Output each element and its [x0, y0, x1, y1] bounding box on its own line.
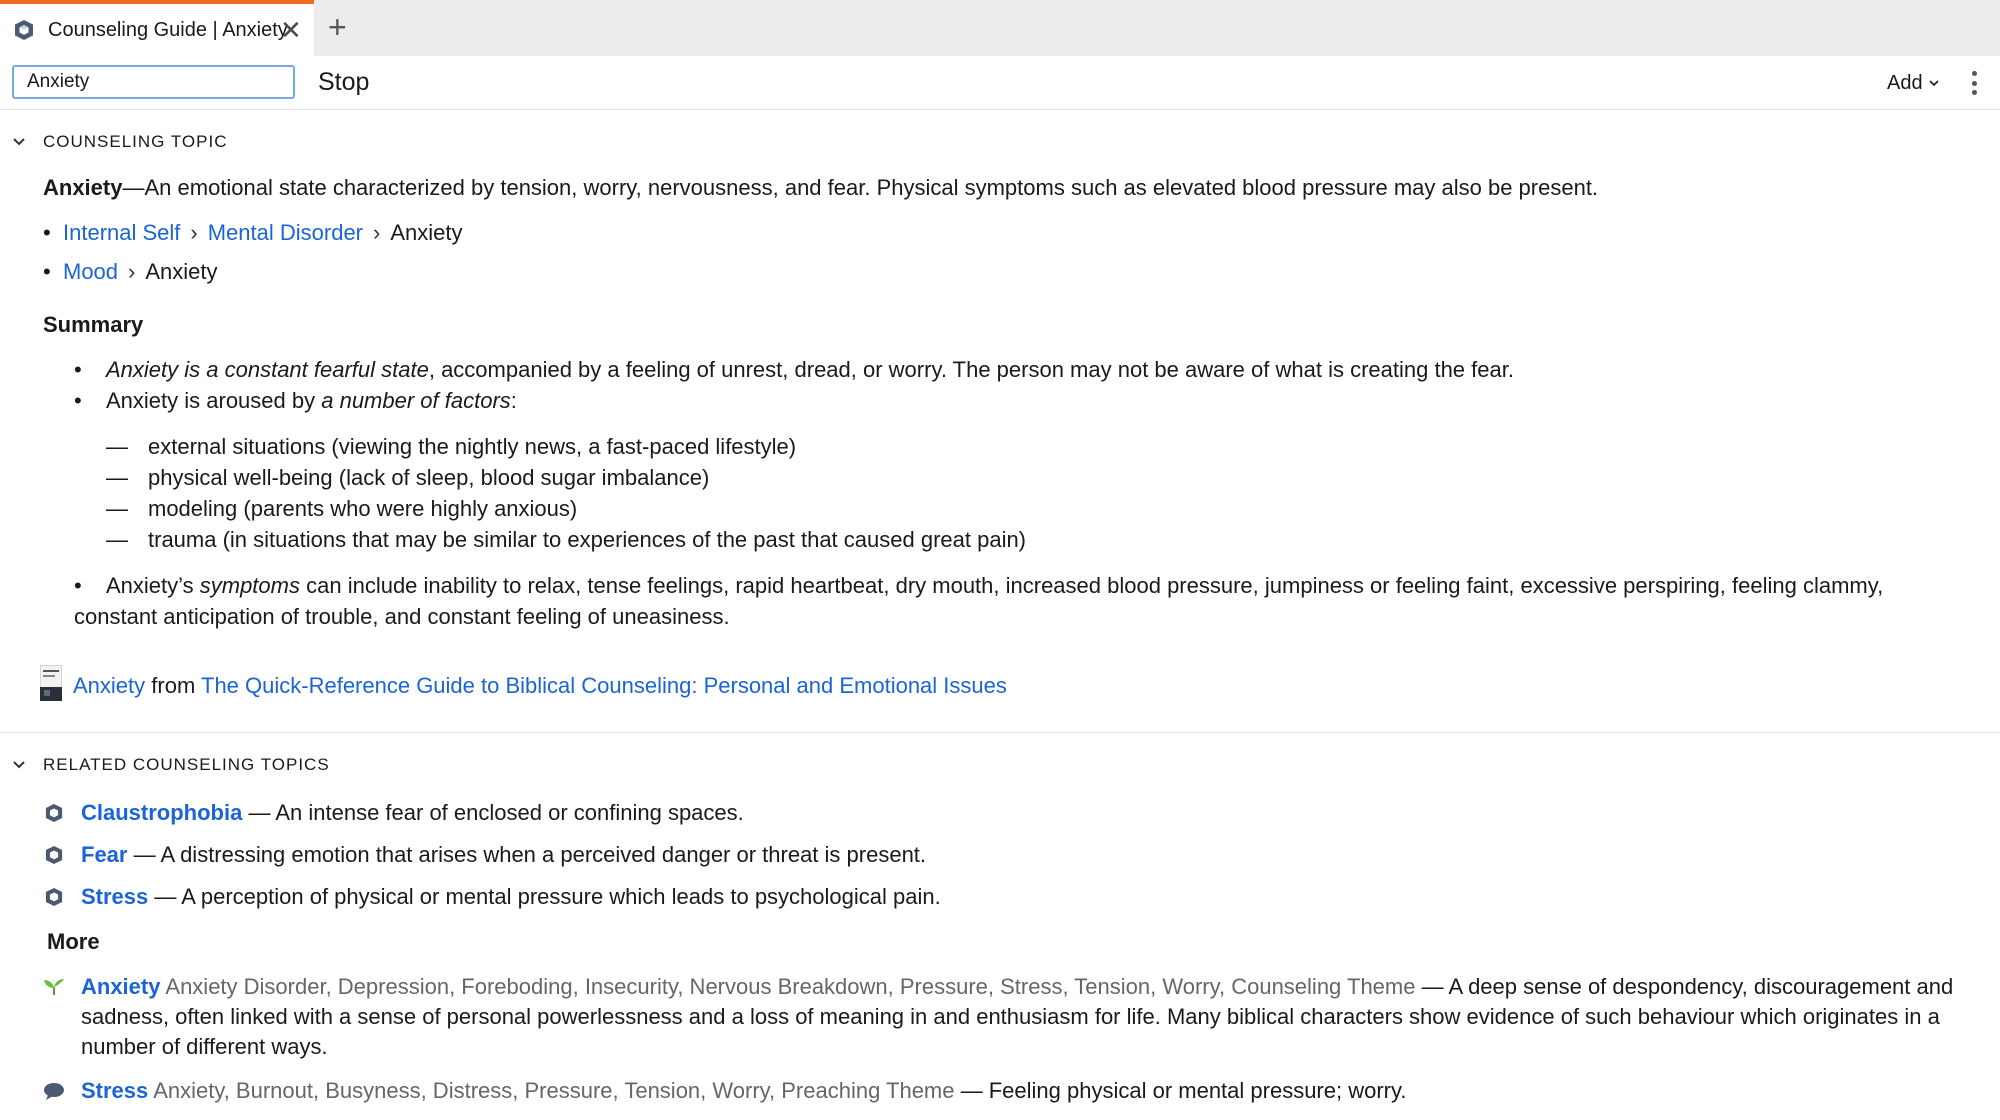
more-link[interactable]: Anxiety	[81, 974, 161, 999]
stop-button[interactable]: Stop	[318, 68, 370, 96]
path-link-internal-self[interactable]: Internal Self	[63, 220, 181, 245]
more-item-anxiety: Anxiety Anxiety Disorder, Depression, Foreboding, Insecurity, Nervous Breakdown, Pressure, Stress, Tension, Worry, Counseling Theme — A deep sense of despondency, discouragement and sadness, often linked with a sense of personal powerlessness and a loss of meaning in and enthusiasm for life. Many biblical characters show evidence of such behaviour which originates in a number of different ways.	[81, 974, 1954, 1059]
chevron-down-icon	[12, 760, 26, 770]
factor-item: — physical well-being (lack of sleep, blood sugar imbalance)	[106, 465, 710, 490]
related-item-stress: Stress — A perception of physical or mental pressure which leads to psychological pain.	[81, 884, 941, 909]
topic-path-1: • Internal Self › Mental Disorder › Anxiety	[43, 220, 463, 245]
section-header-related-topics[interactable]	[12, 755, 330, 775]
related-link[interactable]: Fear	[81, 842, 128, 867]
counseling-cube-icon	[45, 803, 63, 823]
source-line: Anxiety from The Quick-Reference Guide to Biblical Counseling: Personal and Emotional Issues	[73, 673, 1007, 698]
summary-bullet-3-continued: constant anticipation of trouble, and constant feeling of uneasiness.	[74, 604, 730, 629]
chevron-down-icon	[12, 137, 26, 147]
path-current: Anxiety	[390, 220, 463, 245]
toolbar	[0, 56, 2000, 110]
section-header-counseling-topic[interactable]	[12, 132, 227, 152]
book-cover-icon	[40, 665, 62, 701]
source-book-link[interactable]: The Quick-Reference Guide to Biblical Counseling: Personal and Emotional Issues	[201, 673, 1007, 698]
section-label: COUNSELING TOPIC	[43, 132, 228, 151]
add-button[interactable]	[1887, 68, 1939, 98]
related-link[interactable]: Stress	[81, 884, 149, 909]
counseling-cube-icon	[45, 845, 63, 865]
factor-item: — modeling (parents who were highly anxious)	[106, 496, 578, 521]
section-divider	[0, 732, 2000, 733]
path-link-mental-disorder[interactable]: Mental Disorder	[207, 220, 364, 245]
more-link[interactable]: Stress	[81, 1078, 149, 1103]
path-current: Anxiety	[145, 259, 218, 284]
related-item-fear: Fear — A distressing emotion that arises when a perceived danger or threat is present.	[81, 842, 927, 867]
topic-definition	[43, 173, 1598, 203]
chevron-down-icon	[1929, 78, 1939, 88]
speech-bubble-icon	[43, 1082, 65, 1100]
counseling-cube-icon	[45, 887, 63, 907]
add-tab-icon[interactable]: +	[328, 9, 347, 45]
more-heading: More	[47, 929, 100, 954]
related-link[interactable]: Claustrophobia	[81, 800, 243, 825]
tab-bar	[0, 0, 2000, 56]
summary-bullet-1: • Anxiety is a constant fearful state, accompanied by a feeling of unrest, dread, or worry. The person may not be aware of what is creating the fear.	[74, 357, 1514, 382]
factor-item: — external situations (viewing the nightly news, a fast-paced lifestyle)	[106, 434, 797, 459]
section-label: RELATED COUNSELING TOPICS	[43, 755, 330, 774]
related-item-claustrophobia: Claustrophobia — An intense fear of enclosed or confining spaces.	[81, 800, 744, 825]
source-article-link[interactable]: Anxiety	[73, 673, 146, 698]
summary-heading: Summary	[43, 312, 144, 337]
more-options-icon[interactable]	[1966, 68, 1982, 98]
summary-bullet-3: • Anxiety’s symptoms can include inability to relax, tense feelings, rapid heartbeat, dry mouth, increased blood pressure, jumpiness or feeling faint, excessive perspiring, feeling clammy,	[74, 573, 1884, 598]
summary-bullet-2: • Anxiety is aroused by a number of factors:	[74, 388, 517, 413]
sprout-icon	[43, 978, 65, 996]
more-item-stress: Stress Anxiety, Burnout, Busyness, Distress, Pressure, Tension, Worry, Preaching Theme — Feeling physical or mental pressure; worry.	[81, 1078, 1407, 1103]
topic-path-2: • Mood › Anxiety	[43, 259, 218, 284]
tab-title: Counseling Guide | Anxiety	[48, 18, 288, 41]
close-icon[interactable]: ✕	[280, 15, 302, 45]
search-input[interactable]	[12, 65, 295, 99]
topic-term: Anxiety	[43, 175, 123, 200]
factor-item: — trauma (in situations that may be similar to experiences of the past that caused great pain)	[106, 527, 1027, 552]
add-label: Add	[1887, 72, 1923, 94]
tab-counseling-guide[interactable]	[0, 0, 314, 56]
counseling-cube-icon	[14, 19, 34, 41]
path-link-mood[interactable]: Mood	[63, 259, 119, 284]
topic-definition-text: —An emotional state characterized by tension, worry, nervousness, and fear. Physical symptoms such as elevated blood pressure may also be present.	[122, 175, 1599, 200]
